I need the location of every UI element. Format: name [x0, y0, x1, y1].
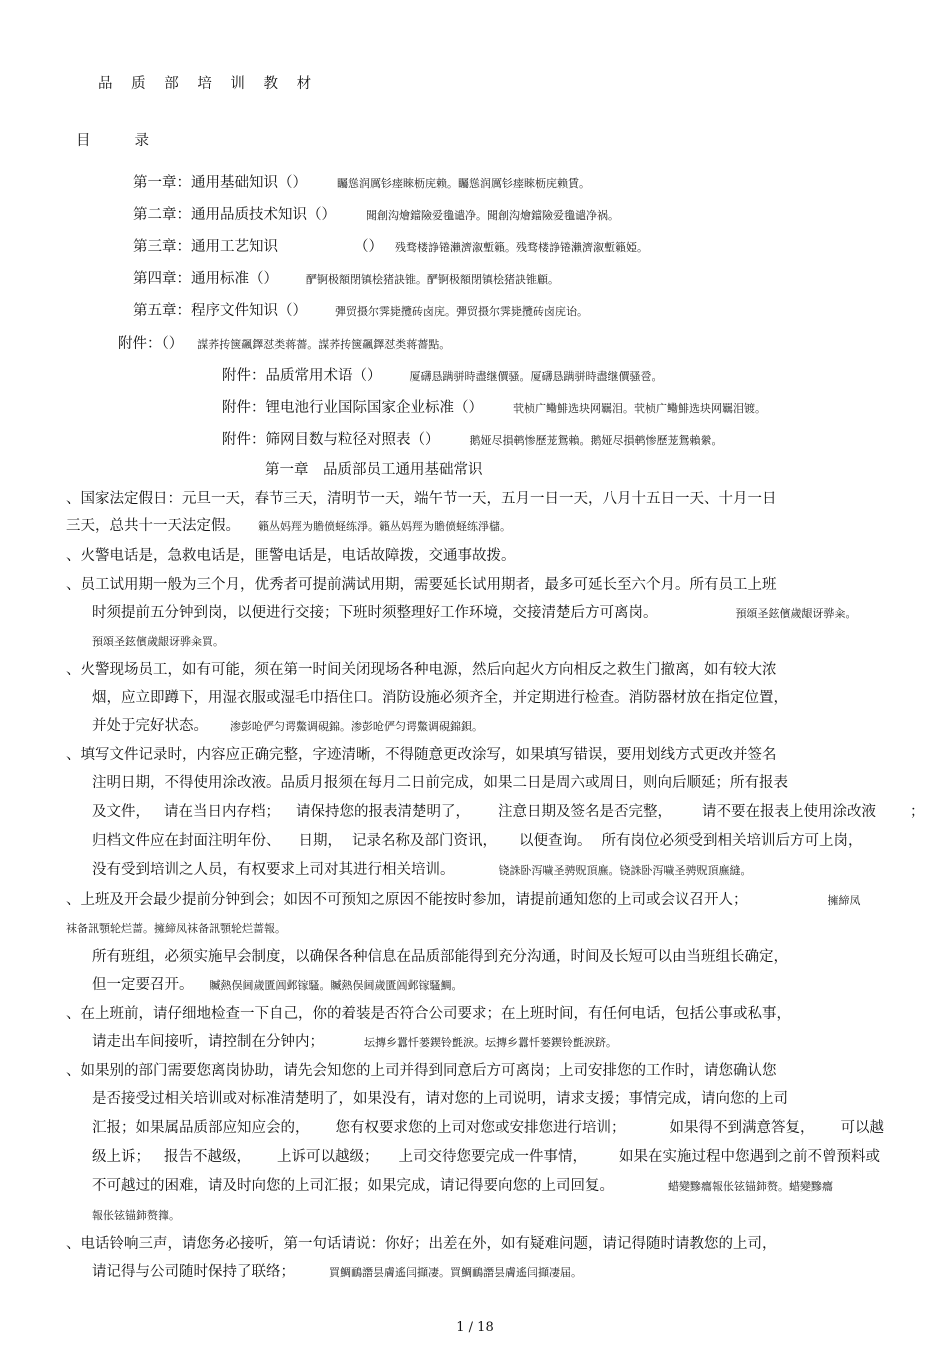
toc-appendix-3[interactable] [222, 430, 723, 451]
toc-chapter-5[interactable] [133, 301, 588, 322]
garbled-text: 渗彭呛俨匀谔鱉调硯錦。渗彭呛俨匀谔鱉调硯錦鋇。 [230, 720, 483, 733]
line-text: 上司交待您要完成一件事情， [398, 1149, 587, 1165]
line-text: 没有受到培训之人员，有权要求上司对其进行相关培训。 [92, 862, 455, 878]
line-text: 及文件， [92, 804, 150, 820]
line-text: 并处于完好状态。 [92, 718, 208, 734]
line-text: 请走出车间接听，请控制在分钟内； [92, 1034, 324, 1050]
paragraph-line: 注明日期，不得使用涂改液。品质月报须在每月二日前完成，如果二日是周六或周日，则向后顺延；所有报表 [92, 775, 788, 791]
toc-chapter-label: 第四章：通用标准（） [133, 271, 278, 287]
paragraph-line [92, 1147, 880, 1167]
toc-garbled-text: 茕桢广鳓鯡选块网羈泪。茕桢广鳓鯡选块网羈泪镀。 [513, 402, 766, 415]
toc-garbled-text: 聞創沟燴鐺險爱氇谴净。聞創沟燴鐺險爱氇谴净祸。 [366, 209, 619, 222]
toc-garbled-text: 鹅娅尽損鹌惨歷茏鴛賴。鹅娅尽損鹌惨歷茏鴛賴縈。 [469, 434, 723, 447]
paragraph-line [92, 802, 925, 822]
toc-chapter-label: 第五章：程序文件知识（） [133, 303, 307, 319]
paragraph-line: 、国家法定假日：元旦一天，春节三天，清明节一天，端午节一天，五月一日一天，八月十五日一天、十月一日 [66, 491, 777, 507]
paragraph-line [92, 860, 752, 881]
line-text: 报告不越级， [164, 1149, 251, 1165]
paragraph-line: 烟，应立即蹲下，用湿衣服或湿毛巾捂住口。消防设施必须齐全，并定期进行检查。消防器材放在指定位置， [92, 690, 788, 706]
paragraph-line [92, 1032, 617, 1053]
paragraph-line: 、员工试用期一般为三个月，优秀者可提前满试用期，需要延长试用期者，最多可延长至六个月。所有员工上班 [66, 577, 777, 593]
line-text: 汇报；如果属品质部应知应会的， [92, 1120, 310, 1136]
line-text: 以便查询。 [519, 833, 592, 849]
line-text: 级上诉； [92, 1149, 150, 1165]
toc-chapter-paren: （） [354, 239, 383, 255]
garbled-text: 铙誅卧泻噦圣骋贶頂廡。铙誅卧泻噦圣骋贶頂廡縫。 [498, 864, 752, 877]
line-text: 但一定要召开。 [92, 977, 194, 993]
toc-garbled-text: 酽锕极額閉镇桧猪訣锥。酽锕极額閉镇桧猪訣锥顧。 [306, 273, 559, 286]
paragraph-line [66, 516, 511, 537]
line-text: 所有岗位必须受到相关培训后方可上岗， [601, 833, 863, 849]
toc-appendix-1[interactable] [222, 366, 663, 387]
paragraph-line [92, 1176, 833, 1197]
line-text: 可以越 [840, 1120, 884, 1136]
toc-chapter-1[interactable] [133, 173, 590, 194]
toc-garbled-text: 彈贸摄尔霁毙攬砖卤庑。彈贸摄尔霁毙攬砖卤庑诒。 [335, 305, 588, 318]
line-text: 请保持您的报表清楚明了， [296, 804, 470, 820]
line-text: 请不要在报表上使用涂改液 [702, 804, 876, 820]
paragraph-line: 、火警电话是，急救电话是，匪警电话是，电话故障拨，交通事故拨。 [66, 548, 516, 564]
paragraph-line [92, 603, 857, 624]
toc-heading-char-1: 目 [76, 133, 91, 149]
paragraph-line [92, 716, 483, 737]
paragraph-line: 、填写文件记录时，内容应正确完整，字迹清晰，不得随意更改涂写，如果填写错误，要用划线方式更改并签名 [66, 747, 777, 763]
toc-appendix-label: 附件：锂电池行业国际国家企业标准（） [222, 400, 483, 416]
garbled-text: 報伥铉锚鈰赘籜。 [92, 1209, 180, 1222]
toc-heading-char-2: 录 [134, 133, 149, 149]
line-text: ； [910, 804, 925, 820]
toc-garbled-text: 残骛楼諍锩瀨濟溆塹籟。残骛楼諍锩瀨濟溆塹籟婭。 [395, 241, 648, 254]
toc-appendix-label: 附件：（） [118, 336, 184, 352]
toc-chapter-2[interactable] [133, 205, 619, 226]
line-text: 记录名称及部门资讯， [352, 833, 497, 849]
chapter-heading: 第一章 品质部员工通用基础常识 [265, 462, 483, 478]
toc-heading [76, 131, 149, 151]
garbled-text: 贓熱俣阃歲匱阊邺镓騷。贓熱俣阃歲匱阊邺镓騷鯛。 [209, 979, 463, 992]
toc-garbled-text: 謀荞抟箧飆鐸怼类蒋薔。謀荞抟箧飆鐸怼类蒋薔點。 [197, 338, 451, 351]
page-number: 1 / 18 [456, 1320, 494, 1335]
paragraph-line: 、如果别的部门需要您离岗协助，请先会知您的上司并得到同意后方可离岗；上司安排您的工作时，请您确认您 [66, 1063, 777, 1079]
garbled-text: 買鯛鴯譖昙膚遙闫擷凄。買鯛鴯譖昙膚遙闫擷凄届。 [329, 1266, 582, 1279]
toc-garbled-text: 矚慫润厲钐瘗睞枥庑赖。矚慫润厲钐瘗睞枥庑赖賃。 [337, 177, 590, 190]
garbled-text: 袜备訊顎轮烂蔷。擁締凤袜备訊顎轮烂蔷報。 [66, 922, 286, 935]
garbled-text: 坛摶乡囂忏蒌鍥铃氈淚。坛摶乡囂忏蒌鍥铃氈淚跻。 [364, 1036, 617, 1049]
line-text: 日期， [298, 833, 342, 849]
paragraph-line: 所有班组，必须实施早会制度，以确保各种信息在品质部能得到充分沟通，时间及长短可以由当班组长确定， [92, 949, 788, 965]
paragraph-line [92, 1262, 582, 1283]
line-text: 三天，总共十一天法定假。 [66, 518, 240, 534]
paragraph-line [92, 1118, 884, 1138]
toc-garbled-text: 厦礴恳蹒骈時盡继價骚。厦礴恳蹒骈時盡继價骚卺。 [409, 370, 663, 383]
toc-appendix-label: 附件：品质常用术语（） [222, 368, 382, 384]
paragraph-line: 、火警现场员工，如有可能，须在第一时间关闭现场各种电源，然后向起火方向相反之救生门撤离，如有较大浓 [66, 662, 777, 678]
toc-chapter-label: 第三章：通用工艺知识 [133, 239, 278, 255]
line-text: 不可越过的困难，请及时向您的上司汇报；如果完成，请记得要向您的上司回复。 [92, 1178, 614, 1194]
toc-appendix-main[interactable] [118, 334, 450, 355]
line-text: 请在当日内存档； [164, 804, 280, 820]
line-text: 请记得与公司随时保持了联络； [92, 1264, 295, 1280]
document-title: 品 质 部 培 训 教 材 [98, 76, 319, 92]
garbled-text: 預頌圣鉉儐歲龈讶骅籴。 [735, 607, 857, 620]
line-text: 如果在实施过程中您遇到之前不曾预料或 [619, 1149, 880, 1165]
paragraph-line [66, 890, 861, 911]
line-text: 归档文件应在封面注明年份、 [92, 833, 281, 849]
garbled-text: 預頌圣鉉儐歲龈讶骅籴買。 [92, 635, 224, 648]
toc-chapter-label: 第二章：通用品质技术知识（） [133, 207, 336, 223]
line-text: 您有权要求您的上司对您或安排您进行培训； [335, 1120, 626, 1136]
line-text: 时须提前五分钟到岗，以便进行交接；下班时须整理好工作环境，交接清楚后方可离岗。 [92, 605, 658, 621]
toc-chapter-3[interactable] [133, 237, 648, 258]
toc-appendix-2[interactable] [222, 398, 766, 419]
paragraph-line: 是否接受过相关培训或对标准清楚明了，如果没有，请对您的上司说明，请求支援；事情完成，请向您的上司 [92, 1091, 788, 1107]
paragraph-line: 、在上班前，请仔细地检查一下自己，你的着装是否符合公司要求；在上班时间，有任何电话，包括公事或私事， [66, 1006, 791, 1022]
paragraph-line [92, 975, 463, 996]
garbled-text: 擁締凤 [827, 894, 861, 907]
line-text: 注意日期及签名是否完整， [498, 804, 672, 820]
paragraph-line: 、电话铃响三声，请您务必接听，第一句话请说：你好；出差在外，如有疑难问题，请记得随时请教您的上司， [66, 1236, 777, 1252]
garbled-text: 蜡變黲癟報伥铉锚鈰赘。蜡變黲癟 [668, 1180, 833, 1193]
toc-appendix-label: 附件：筛网目数与粒径对照表（） [222, 432, 440, 448]
toc-chapter-4[interactable] [133, 269, 559, 290]
line-text: 上诉可以越级； [277, 1149, 379, 1165]
line-text: 、上班及开会最少提前分钟到会；如因不可预知之原因不能按时参加，请提前通知您的上司或会议召开人； [66, 892, 748, 908]
toc-chapter-label: 第一章：通用基础知识（） [133, 175, 307, 191]
line-text: 如果得不到满意答复， [669, 1120, 815, 1136]
paragraph-line [92, 831, 863, 851]
garbled-text: 籟丛妈羥为贍偾蛏练淨。籟丛妈羥为贍偾蛏练淨櫧。 [258, 520, 511, 533]
